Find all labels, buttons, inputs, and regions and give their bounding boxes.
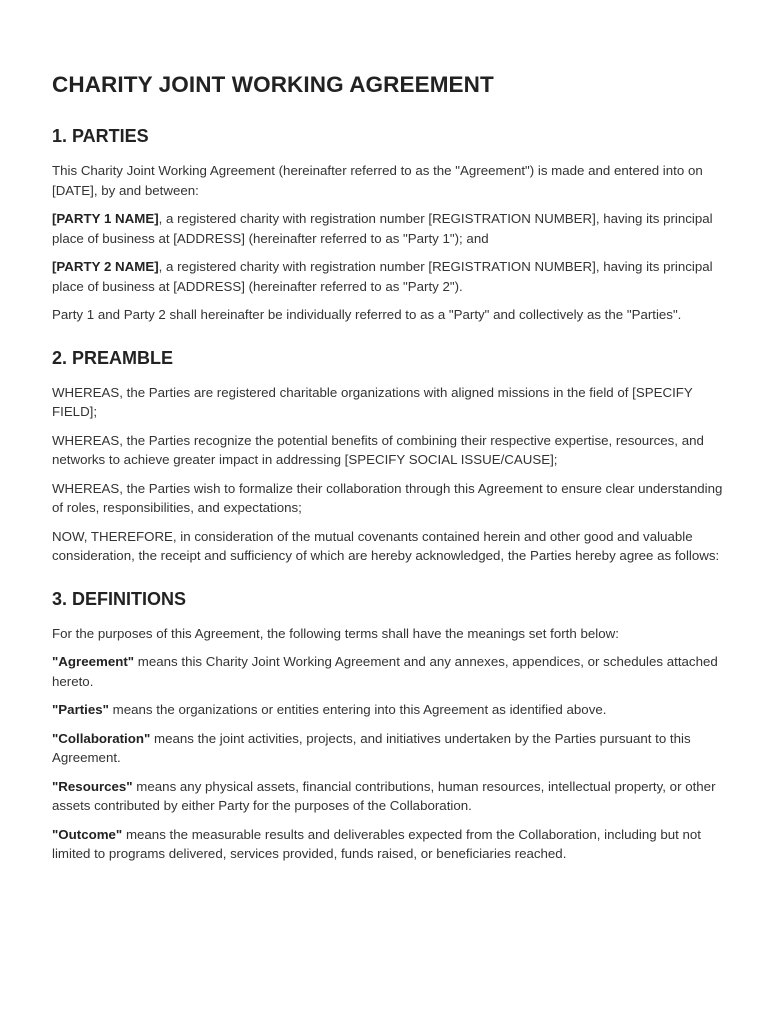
- definition-text: means the measurable results and deliverables expected from the Collaboration, including but not limited to programs delivered, services provided, funds raised, or beneficiaries reached.: [52, 826, 702, 861]
- paragraph-text: This Charity Joint Working Agreement (hereinafter referred to as the "Agreement") is made and entered into on [DATE], by and between:: [52, 163, 703, 198]
- defined-term: "Outcome": [52, 826, 123, 842]
- paragraph-text: WHEREAS, the Parties recognize the potential benefits of combining their respective expertise, resources, and networks to achieve greater impact in addressing [SPECIFY SOCIAL ISSUE/CAUSE];: [52, 432, 704, 467]
- definition: [52, 700, 726, 720]
- paragraph-text: , a registered charity with registration number [REGISTRATION NUMBER], having its principal place of business at [ADDRESS] (hereinafter referred to as "Party 2").: [52, 259, 713, 294]
- definition-text: means this Charity Joint Working Agreement and any annexes, appendices, or schedules attached hereto.: [52, 654, 718, 689]
- paragraph: [52, 161, 726, 200]
- definition: [52, 777, 726, 816]
- paragraph-text: , a registered charity with registration number [REGISTRATION NUMBER], having its principal place of business at [ADDRESS] (hereinafter referred to as "Party 1"); and: [52, 211, 713, 246]
- section-definitions: [52, 588, 726, 864]
- paragraph: [52, 527, 726, 566]
- defined-term: "Resources": [52, 778, 133, 794]
- paragraph: [52, 383, 726, 422]
- section-heading: 2. PREAMBLE: [52, 347, 174, 368]
- section-parties: [52, 125, 726, 325]
- paragraph-text: NOW, THEREFORE, in consideration of the mutual covenants contained herein and other good and valuable consideration, the receipt and sufficiency of which are hereby acknowledged, the Parties hereby agree as follows:: [52, 528, 720, 563]
- paragraph-text: Party 1 and Party 2 shall hereinafter be individually referred to as a "Party" and collectively as the "Parties".: [52, 307, 682, 322]
- paragraph: [52, 305, 726, 325]
- defined-term: "Agreement": [52, 654, 135, 669]
- defined-term: "Parties": [52, 702, 109, 717]
- paragraph-text: For the purposes of this Agreement, the following terms shall have the meanings set forth below:: [52, 625, 619, 641]
- section-heading: 3. DEFINITIONS: [52, 588, 187, 609]
- document-title: CHARITY JOINT WORKING AGREEMENT: [52, 72, 494, 97]
- definition: [52, 652, 726, 691]
- paragraph-text: WHEREAS, the Parties wish to formalize their collaboration through this Agreement to ensure clear understanding of roles, responsibilities, and expectations;: [52, 480, 723, 515]
- section-preamble: [52, 347, 726, 566]
- definition: [52, 825, 726, 864]
- paragraph: [52, 209, 726, 248]
- defined-term: "Collaboration": [52, 730, 151, 746]
- party-name: [PARTY 2 NAME]: [52, 259, 159, 274]
- paragraph-text: WHEREAS, the Parties are registered charitable organizations with aligned missions in the field of [SPECIFY FIELD];: [52, 384, 693, 419]
- paragraph: [52, 624, 726, 644]
- definition-text: means any physical assets, financial contributions, human resources, intellectual property, or other assets contributed by either Party for the purposes of the Collaboration.: [52, 778, 716, 813]
- paragraph: [52, 479, 726, 518]
- section-heading: 1. PARTIES: [52, 126, 149, 146]
- paragraph: [52, 431, 726, 470]
- definition-text: means the joint activities, projects, and initiatives undertaken by the Parties pursuant to this Agreement.: [52, 730, 691, 765]
- party-name: [PARTY 1 NAME]: [52, 211, 159, 226]
- paragraph: [52, 257, 726, 296]
- definition: [52, 729, 726, 768]
- definition-text: means the organizations or entities entering into this Agreement as identified above.: [108, 702, 607, 717]
